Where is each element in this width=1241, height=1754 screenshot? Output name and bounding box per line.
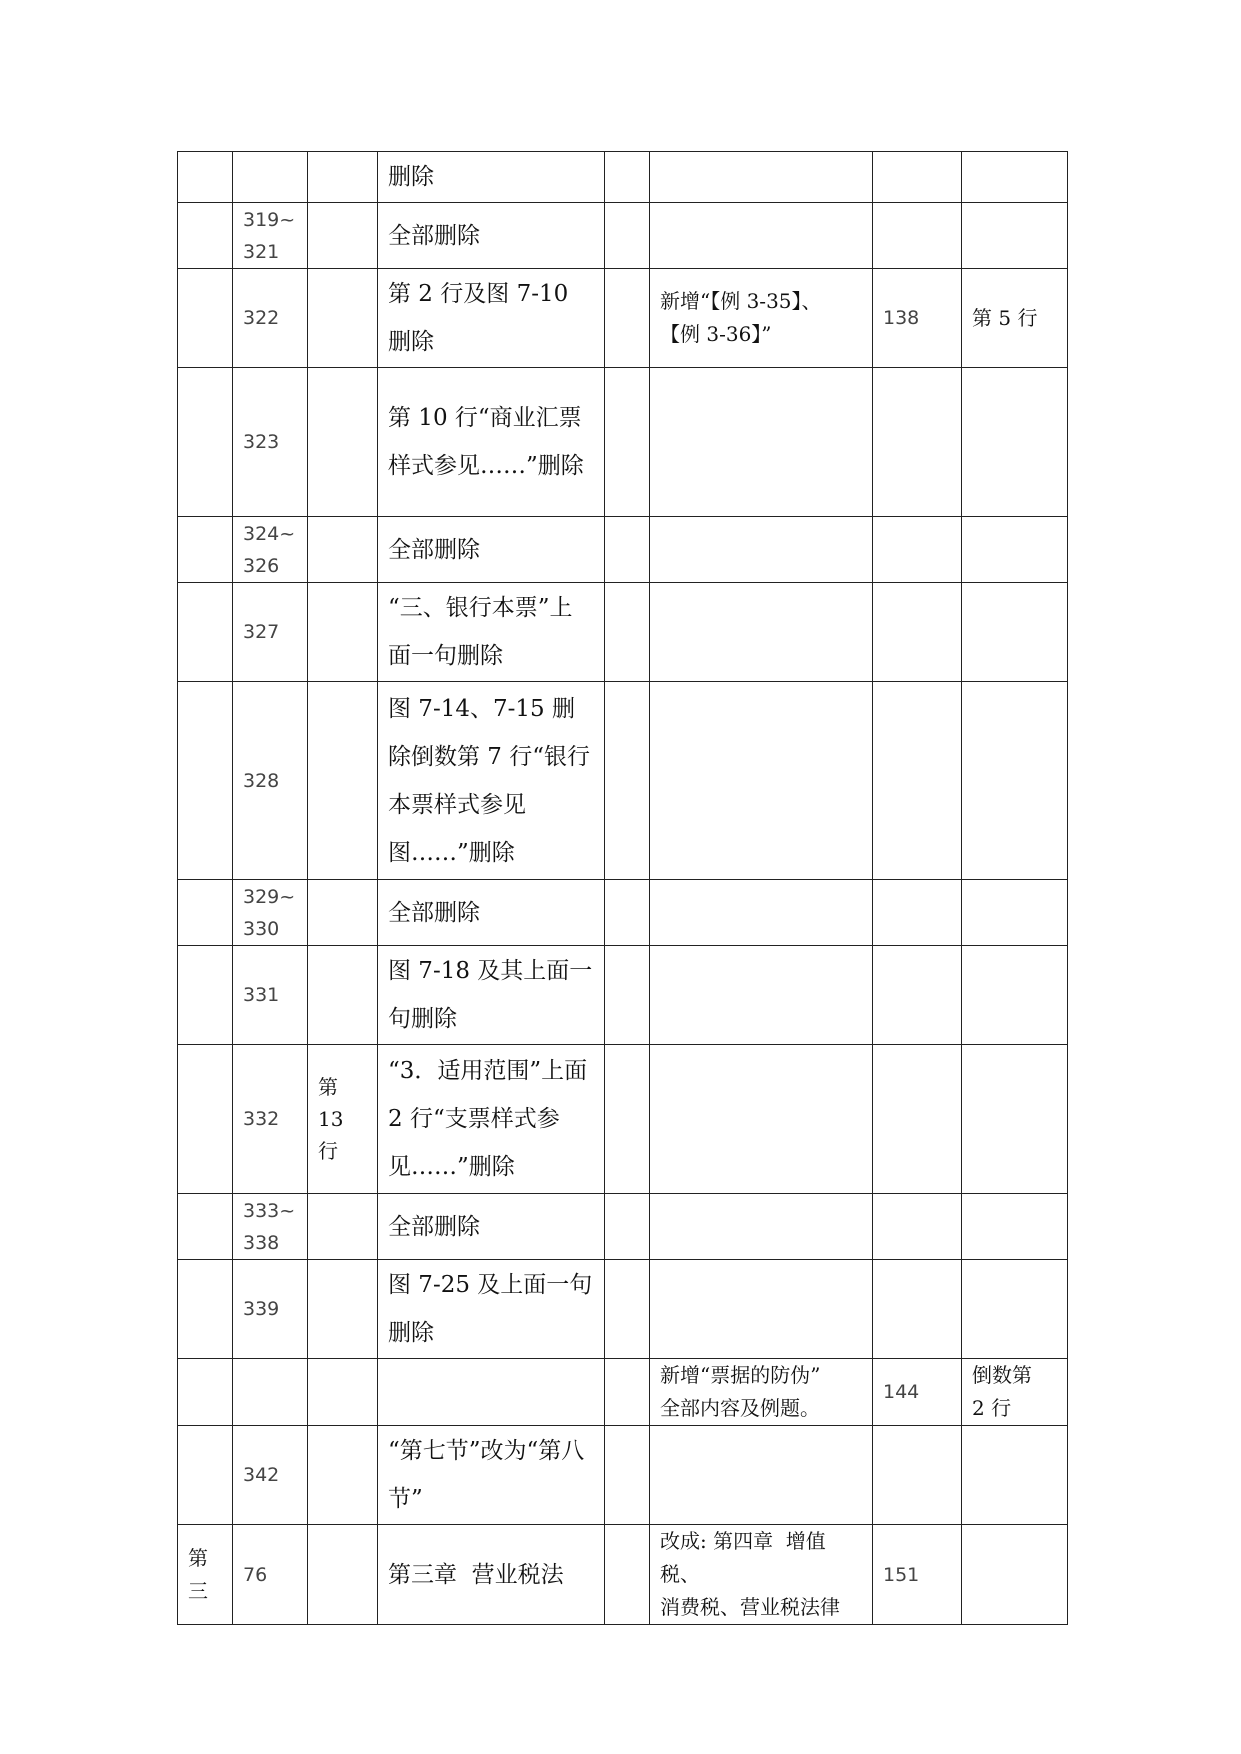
new-page-cell: 138 <box>873 269 962 368</box>
blank-cell <box>605 946 650 1045</box>
table-row <box>178 1525 1068 1625</box>
addition-cell <box>650 1194 873 1260</box>
addition-cell <box>650 880 873 946</box>
chapter-cell <box>178 880 233 946</box>
old-page-cell: 322 <box>233 269 308 368</box>
chapter-cell <box>178 1045 233 1194</box>
chapter-cell <box>178 203 233 269</box>
addition-cell <box>650 946 873 1045</box>
blank-cell <box>605 368 650 517</box>
new-line-cell <box>962 517 1068 583</box>
table-row <box>178 682 1068 880</box>
deletion-cell: 全部删除 <box>378 517 605 583</box>
deletion-cell: 第 10 行“商业汇票样式参见……”删除 <box>378 368 605 517</box>
old-page-cell: 76 <box>233 1525 308 1625</box>
new-line-cell <box>962 880 1068 946</box>
chapter-cell <box>178 1194 233 1260</box>
old-line-cell <box>308 682 378 880</box>
old-line-cell <box>308 1359 378 1426</box>
blank-cell <box>605 1194 650 1260</box>
chapter-cell <box>178 368 233 517</box>
new-line-cell <box>962 682 1068 880</box>
addition-cell <box>650 152 873 203</box>
deletion-cell: “三、银行本票”上面一句删除 <box>378 583 605 682</box>
blank-cell <box>605 1260 650 1359</box>
old-line-cell: 第 13 行 <box>308 1045 378 1194</box>
old-line-cell <box>308 583 378 682</box>
table-row <box>178 269 1068 368</box>
old-line-cell <box>308 152 378 203</box>
addition-cell <box>650 368 873 517</box>
old-page-cell: 333~ 338 <box>233 1194 308 1260</box>
deletion-cell <box>378 1359 605 1426</box>
new-page-cell <box>873 880 962 946</box>
new-line-cell: 第 5 行 <box>962 269 1068 368</box>
old-page-cell: 342 <box>233 1426 308 1525</box>
old-line-cell <box>308 946 378 1045</box>
deletion-cell: 删除 <box>378 152 605 203</box>
blank-cell <box>605 203 650 269</box>
old-page-cell: 332 <box>233 1045 308 1194</box>
new-page-cell <box>873 152 962 203</box>
old-page-cell: 331 <box>233 946 308 1045</box>
chapter-cell <box>178 583 233 682</box>
new-page-cell: 144 <box>873 1359 962 1426</box>
old-line-cell <box>308 1260 378 1359</box>
new-page-cell <box>873 1045 962 1194</box>
chapter-cell <box>178 269 233 368</box>
chapter-cell <box>178 946 233 1045</box>
old-page-cell: 329~ 330 <box>233 880 308 946</box>
old-page-cell <box>233 152 308 203</box>
addition-cell: 新增“【例 3-35】、 【例 3-36】” <box>650 269 873 368</box>
chapter-cell <box>178 1260 233 1359</box>
blank-cell <box>605 682 650 880</box>
old-line-cell <box>308 203 378 269</box>
deletion-cell: 图 7-14、7-15 删除倒数第 7 行“银行本票样式参见图……”删除 <box>378 682 605 880</box>
new-line-cell <box>962 152 1068 203</box>
addition-cell <box>650 583 873 682</box>
old-page-cell: 327 <box>233 583 308 682</box>
old-page-cell: 319~ 321 <box>233 203 308 269</box>
old-line-cell <box>308 368 378 517</box>
addition-cell <box>650 203 873 269</box>
new-line-cell: 倒数第 2 行 <box>962 1359 1068 1426</box>
new-line-cell <box>962 203 1068 269</box>
table-row <box>178 1194 1068 1260</box>
blank-cell <box>605 1359 650 1426</box>
chapter-cell: 第 三 <box>178 1525 233 1625</box>
new-page-cell <box>873 682 962 880</box>
new-page-cell <box>873 368 962 517</box>
new-line-cell <box>962 1045 1068 1194</box>
old-line-cell <box>308 269 378 368</box>
blank-cell <box>605 269 650 368</box>
revision-table <box>177 151 1068 1625</box>
blank-cell <box>605 517 650 583</box>
chapter-cell <box>178 152 233 203</box>
new-line-cell <box>962 946 1068 1045</box>
addition-cell <box>650 682 873 880</box>
new-line-cell <box>962 583 1068 682</box>
new-page-cell <box>873 1194 962 1260</box>
addition-cell: 新增“票据的防伪” 全部内容及例题。 <box>650 1359 873 1426</box>
deletion-cell: 图 7-25 及上面一句删除 <box>378 1260 605 1359</box>
old-page-cell <box>233 1359 308 1426</box>
new-page-cell: 151 <box>873 1525 962 1625</box>
old-line-cell <box>308 1426 378 1525</box>
blank-cell <box>605 1525 650 1625</box>
new-page-cell <box>873 1426 962 1525</box>
deletion-cell: “3．适用范围”上面 2 行“支票样式参见……”删除 <box>378 1045 605 1194</box>
deletion-cell: “第七节”改为“第八节” <box>378 1426 605 1525</box>
table-row <box>178 368 1068 517</box>
addition-cell: 改成: 第四章 增值税、 消费税、营业税法律 <box>650 1525 873 1625</box>
deletion-cell: 全部删除 <box>378 1194 605 1260</box>
chapter-cell <box>178 1359 233 1426</box>
table-row <box>178 517 1068 583</box>
blank-cell <box>605 1045 650 1194</box>
table-row <box>178 203 1068 269</box>
addition-cell <box>650 1426 873 1525</box>
table-row <box>178 880 1068 946</box>
table-row <box>178 1260 1068 1359</box>
old-line-cell <box>308 1525 378 1625</box>
chapter-cell <box>178 517 233 583</box>
new-page-cell <box>873 1260 962 1359</box>
deletion-cell: 全部删除 <box>378 203 605 269</box>
addition-cell <box>650 517 873 583</box>
chapter-cell <box>178 1426 233 1525</box>
new-line-cell <box>962 1260 1068 1359</box>
new-line-cell <box>962 1426 1068 1525</box>
new-page-cell <box>873 517 962 583</box>
old-page-cell: 323 <box>233 368 308 517</box>
deletion-cell: 第三章 营业税法 <box>378 1525 605 1625</box>
old-line-cell <box>308 517 378 583</box>
old-page-cell: 324~ 326 <box>233 517 308 583</box>
table-row <box>178 1045 1068 1194</box>
old-page-cell: 328 <box>233 682 308 880</box>
chapter-cell <box>178 682 233 880</box>
new-line-cell <box>962 1194 1068 1260</box>
new-page-cell <box>873 583 962 682</box>
table-row <box>178 583 1068 682</box>
table-row <box>178 946 1068 1045</box>
addition-cell <box>650 1260 873 1359</box>
new-page-cell <box>873 203 962 269</box>
deletion-cell: 图 7-18 及其上面一句删除 <box>378 946 605 1045</box>
deletion-cell: 第 2 行及图 7-10 删除 <box>378 269 605 368</box>
addition-cell <box>650 1045 873 1194</box>
new-line-cell <box>962 368 1068 517</box>
blank-cell <box>605 1426 650 1525</box>
blank-cell <box>605 583 650 682</box>
new-page-cell <box>873 946 962 1045</box>
old-page-cell: 339 <box>233 1260 308 1359</box>
old-line-cell <box>308 1194 378 1260</box>
table-row <box>178 1426 1068 1525</box>
blank-cell <box>605 152 650 203</box>
table-row <box>178 1359 1068 1426</box>
new-line-cell <box>962 1525 1068 1625</box>
deletion-cell: 全部删除 <box>378 880 605 946</box>
table-row <box>178 152 1068 203</box>
old-line-cell <box>308 880 378 946</box>
blank-cell <box>605 880 650 946</box>
